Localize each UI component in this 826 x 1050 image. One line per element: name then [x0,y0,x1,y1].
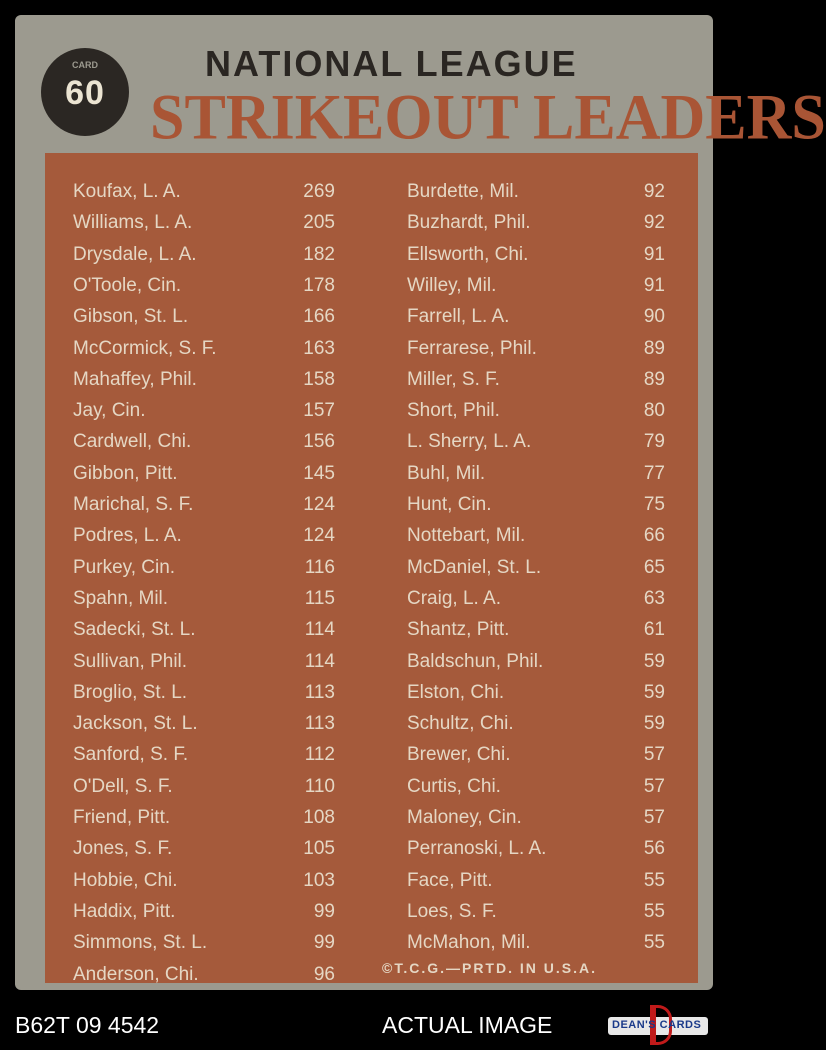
strikeout-total: 92 [643,212,665,234]
pitcher-name: McCormick, S. F. [73,337,217,359]
pitcher-name: Curtis, Chi. [407,775,501,797]
strikeout-total: 61 [643,619,665,641]
pitcher-name: Purkey, Cin. [73,556,176,578]
pitcher-name: Spahn, Mil. [73,587,169,609]
strikeout-total: 103 [303,869,335,891]
pitcher-name: Willey, Mil. [407,274,497,296]
strikeout-total: 92 [643,181,665,202]
card-number: 60 [65,74,105,112]
pitcher-name: Marichal, S. F. [73,494,194,515]
pitcher-name: L. Sherry, L. A. [407,431,532,453]
strikeout-total: 182 [303,243,335,265]
pitcher-name: Friend, Pitt. [73,807,171,828]
card-number-badge [41,48,129,136]
pitcher-name: Jones, S. F. [73,838,173,860]
strikeout-total: 80 [643,400,665,422]
strikeout-total: 115 [304,587,335,609]
card-number-caption: CARD [72,60,98,70]
strikeout-total: 59 [643,713,665,735]
strikeout-total: 112 [304,744,335,766]
strikeout-total: 110 [304,775,335,797]
strikeout-total: 99 [313,900,335,922]
strikeout-total: 65 [643,556,665,578]
strikeout-total: 79 [643,431,665,453]
strikeout-total: 55 [643,932,665,954]
leaders-panel [45,153,698,983]
pitcher-name: Farrell, L. A. [407,306,510,328]
strikeout-total: 57 [643,775,665,797]
card-title: STRIKEOUT LEADERS [150,82,826,154]
strikeout-total: 158 [303,368,335,390]
pitcher-name: Haddix, Pitt. [73,900,176,922]
strikeout-total: 59 [643,681,665,703]
pitcher-name: Brewer, Chi. [407,744,511,766]
pitcher-name: Shantz, Pitt. [407,619,510,641]
league-heading: NATIONAL LEAGUE [205,43,578,84]
strikeout-total: 55 [643,900,665,922]
strikeout-total: 77 [643,462,665,484]
pitcher-name: Podres, L. A. [73,525,182,547]
pitcher-name: Nottebart, Mil. [407,525,526,547]
pitcher-name: McDaniel, St. L. [407,556,542,578]
strikeout-total: 57 [643,807,665,828]
pitcher-name: Sullivan, Phil. [73,650,188,672]
pitcher-name: O'Dell, S. F. [73,775,173,797]
actual-image-label: ACTUAL IMAGE [382,1012,553,1038]
pitcher-name: Perranoski, L. A. [407,838,547,860]
pitcher-name: Baldschun, Phil. [407,650,544,672]
strikeout-total: 178 [303,274,335,296]
pitcher-name: Gibson, St. L. [73,306,189,328]
pitcher-name: Craig, L. A. [407,587,501,609]
pitcher-name: Sanford, S. F. [73,744,189,766]
strikeout-total: 166 [303,306,335,328]
strikeout-total: 90 [643,306,665,328]
strikeout-total: 113 [304,713,335,735]
strikeout-total: 124 [303,494,335,515]
pitcher-name: Drysdale, L. A. [73,243,197,265]
strikeout-total: 116 [304,556,335,578]
pitcher-name: Koufax, L. A. [73,181,181,202]
strikeout-total: 114 [304,619,335,641]
strikeout-total: 108 [303,807,335,828]
copyright-line: ©T.C.G.—PRTD. IN U.S.A. [382,960,597,976]
strikeout-total: 157 [303,400,335,422]
pitcher-name: Elston, Chi. [407,681,505,703]
strikeout-total: 75 [643,494,665,515]
pitcher-name: Gibbon, Pitt. [73,462,178,484]
pitcher-name: Jay, Cin. [73,400,146,422]
strikeout-total: 89 [643,337,665,359]
strikeout-total: 55 [643,869,665,891]
strikeout-total: 205 [303,212,335,234]
pitcher-name: Schultz, Chi. [407,713,514,735]
pitcher-name: Simmons, St. L. [73,932,208,954]
pitcher-name: Burdette, Mil. [407,181,519,202]
pitcher-name: Hunt, Cin. [407,494,492,515]
pitcher-name: Face, Pitt. [407,869,493,891]
pitcher-name: Ferrarese, Phil. [407,337,537,359]
pitcher-name: Broglio, St. L. [73,681,188,703]
pitcher-name: Buzhardt, Phil. [407,212,531,234]
card-back [15,15,826,990]
strikeout-total: 91 [643,243,665,265]
pitcher-name: Jackson, St. L. [73,713,198,735]
pitcher-name: Sadecki, St. L. [73,619,196,641]
pitcher-name: O'Toole, Cin. [73,274,182,296]
strikeout-total: 66 [643,525,665,547]
pitcher-name: Anderson, Chi. [73,963,199,985]
strikeout-total: 156 [303,431,335,453]
pitcher-name: McMahon, Mil. [407,932,531,954]
pitcher-name: Cardwell, Chi. [73,431,192,453]
pitcher-name: Ellsworth, Chi. [407,243,529,265]
strikeout-total: 59 [643,650,665,672]
strikeout-total: 269 [303,181,335,202]
strikeout-total: 114 [304,650,335,672]
pitcher-name: Maloney, Cin. [407,807,522,828]
pitcher-name: Buhl, Mil. [407,462,486,484]
strikeout-total: 56 [643,838,665,860]
pitcher-name: Williams, L. A. [73,212,193,234]
pitcher-name: Loes, S. F. [407,900,497,922]
strikeout-total: 57 [643,744,665,766]
pitcher-name: Hobbie, Chi. [73,869,178,891]
strikeout-total: 145 [303,462,335,484]
strikeout-total: 105 [303,838,335,860]
pitcher-name: Mahaffey, Phil. [73,368,197,390]
strikeout-total: 99 [313,932,335,954]
pitcher-name: Miller, S. F. [407,368,500,390]
pitcher-name: Short, Phil. [407,400,500,422]
sku-label: B62T 09 4542 [15,1012,160,1038]
strikeout-total: 63 [643,587,665,609]
deans-cards-logo [608,1005,708,1045]
strikeout-total: 89 [643,368,665,390]
strikeout-total: 124 [303,525,335,547]
strikeout-total: 113 [304,681,335,703]
strikeout-total: 91 [643,274,665,296]
logo-text: DEAN'S CARDS [612,1019,702,1031]
strikeout-total: 96 [313,963,335,985]
strikeout-total: 163 [303,337,335,359]
